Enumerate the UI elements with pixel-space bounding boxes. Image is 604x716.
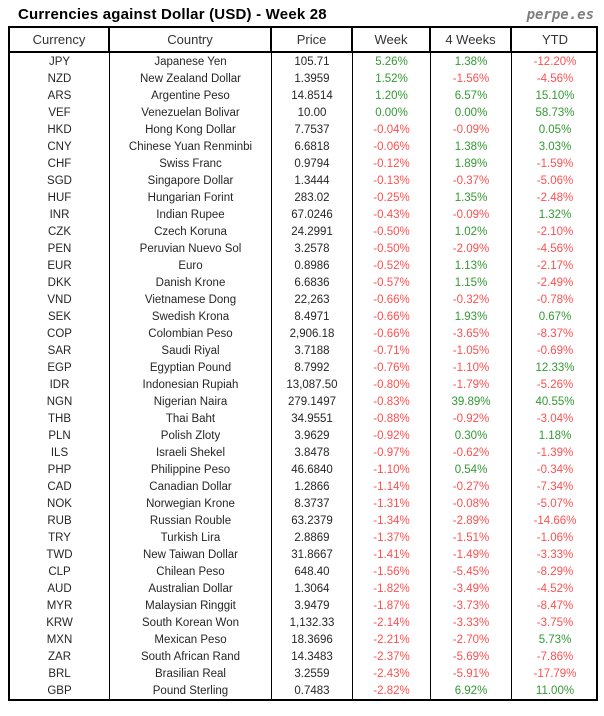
ytd-change: -1.06%: [536, 531, 574, 544]
currency-code: CAD: [10, 478, 110, 495]
ytd-change: 0.05%: [538, 123, 572, 136]
price-value: 24.2991: [272, 223, 353, 240]
price-value: 3.2559: [272, 665, 353, 682]
country-name: New Zealand Dollar: [110, 70, 272, 87]
week-change: -0.92%: [353, 427, 431, 444]
ytd-change: -5.07%: [536, 497, 574, 510]
table-row: [10, 257, 596, 274]
four-weeks-change: -1.79%: [431, 376, 512, 393]
four-weeks-change: -5.69%: [431, 648, 512, 665]
four-weeks-change: -0.37%: [431, 172, 512, 189]
ytd-change: -1.39%: [536, 446, 574, 459]
table-row: [10, 359, 596, 376]
ytd-change: -4.56%: [536, 242, 574, 255]
week-change: -1.14%: [353, 478, 431, 495]
country-name: Australian Dollar: [110, 580, 272, 597]
currency-code: BRL: [10, 665, 110, 682]
table-row: [10, 223, 596, 240]
four-weeks-change: 0.54%: [431, 461, 512, 478]
column-header-ytd-change: YTD: [542, 32, 568, 47]
currency-code: EGP: [10, 359, 110, 376]
currency-code: PHP: [10, 461, 110, 478]
ytd-change: -1.59%: [536, 157, 574, 170]
currency-code: SEK: [10, 308, 110, 325]
four-weeks-change: -0.09%: [431, 206, 512, 223]
four-weeks-change: -2.70%: [431, 631, 512, 648]
currency-code: THB: [10, 410, 110, 427]
country-name: Nigerian Naira: [110, 393, 272, 410]
table-row: [10, 53, 596, 70]
ytd-change: 3.03%: [538, 140, 572, 153]
price-value: 1.3064: [272, 580, 353, 597]
week-change: -1.37%: [353, 529, 431, 546]
country-name: Venezuelan Bolivar: [110, 104, 272, 121]
table-row: [10, 240, 596, 257]
ytd-change: 1.18%: [538, 429, 572, 442]
ytd-change: -3.75%: [536, 616, 574, 629]
ytd-change: -5.26%: [536, 378, 574, 391]
week-change: -0.88%: [353, 410, 431, 427]
week-change: -1.10%: [353, 461, 431, 478]
price-value: 3.2578: [272, 240, 353, 257]
price-value: 3.9479: [272, 597, 353, 614]
week-change: -0.66%: [353, 325, 431, 342]
table-row: [10, 325, 596, 342]
table-row: [10, 70, 596, 87]
four-weeks-change: -0.32%: [431, 291, 512, 308]
currency-code: PLN: [10, 427, 110, 444]
table-row: [10, 597, 596, 614]
table-row: [10, 614, 596, 631]
country-name: Indian Rupee: [110, 206, 272, 223]
country-name: Saudi Riyal: [110, 342, 272, 359]
ytd-change: -14.66%: [533, 514, 577, 527]
four-weeks-change: 0.30%: [431, 427, 512, 444]
table-row: [10, 495, 596, 512]
country-name: Chilean Peso: [110, 563, 272, 580]
ytd-change: -17.79%: [533, 667, 577, 680]
ytd-change: -2.49%: [536, 276, 574, 289]
table-row: [10, 631, 596, 648]
four-weeks-change: 1.35%: [431, 189, 512, 206]
week-change: -1.87%: [353, 597, 431, 614]
price-value: 0.7483: [272, 682, 353, 699]
page-title: Currencies against Dollar (USD) - Week 28: [18, 6, 327, 23]
week-change: -2.14%: [353, 614, 431, 631]
currency-code: CHF: [10, 155, 110, 172]
column-header-week-change: Week: [353, 28, 431, 51]
country-name: Swiss Franc: [110, 155, 272, 172]
four-weeks-change: 1.93%: [431, 308, 512, 325]
country-name: New Taiwan Dollar: [110, 546, 272, 563]
price-value: 14.3483: [272, 648, 353, 665]
price-value: 6.6818: [272, 138, 353, 155]
country-name: Turkish Lira: [110, 529, 272, 546]
week-change: -0.12%: [353, 155, 431, 172]
price-value: 10.00: [272, 104, 353, 121]
week-change: -2.82%: [353, 682, 431, 699]
week-change: -0.66%: [353, 291, 431, 308]
price-value: 0.8986: [272, 257, 353, 274]
week-change: -1.34%: [353, 512, 431, 529]
four-weeks-change: -1.05%: [431, 342, 512, 359]
ytd-change: -3.33%: [536, 548, 574, 561]
currency-code: TRY: [10, 529, 110, 546]
currency-code: MXN: [10, 631, 110, 648]
price-value: 648.40: [272, 563, 353, 580]
week-change: -2.21%: [353, 631, 431, 648]
table-row: [10, 444, 596, 461]
currency-code: HUF: [10, 189, 110, 206]
four-weeks-change: -5.45%: [431, 563, 512, 580]
four-weeks-change: 1.38%: [431, 53, 512, 70]
table-row: [10, 512, 596, 529]
week-change: -0.83%: [353, 393, 431, 410]
table-row: [10, 274, 596, 291]
country-name: Czech Koruna: [110, 223, 272, 240]
ytd-change: -5.06%: [536, 174, 574, 187]
currencies-table: [8, 26, 598, 701]
table-row: [10, 461, 596, 478]
week-change: -0.06%: [353, 138, 431, 155]
currency-code: NOK: [10, 495, 110, 512]
table-row: [10, 427, 596, 444]
price-value: 34.9551: [272, 410, 353, 427]
price-value: 1.3959: [272, 70, 353, 87]
four-weeks-change: -0.92%: [431, 410, 512, 427]
four-weeks-change: 1.13%: [431, 257, 512, 274]
table-row: [10, 121, 596, 138]
table-row: [10, 563, 596, 580]
week-change: -1.56%: [353, 563, 431, 580]
currency-code: INR: [10, 206, 110, 223]
price-value: 279.1497: [272, 393, 353, 410]
table-row: [10, 546, 596, 563]
column-header-four-weeks-change: 4 Weeks: [431, 28, 512, 51]
column-header-currency-code: Currency: [10, 28, 110, 51]
four-weeks-change: 1.02%: [431, 223, 512, 240]
four-weeks-change: -3.33%: [431, 614, 512, 631]
ytd-change: 1.32%: [538, 208, 572, 221]
table-row: [10, 87, 596, 104]
country-name: Swedish Krona: [110, 308, 272, 325]
table-row: [10, 682, 596, 699]
table-row: [10, 580, 596, 597]
country-name: Chinese Yuan Renminbi: [110, 138, 272, 155]
site-logo[interactable]: perpe.es: [526, 7, 594, 23]
country-name: Argentine Peso: [110, 87, 272, 104]
column-header-price-value: Price: [272, 28, 353, 51]
week-change: -0.97%: [353, 444, 431, 461]
four-weeks-change: -3.73%: [431, 597, 512, 614]
four-weeks-change: -1.10%: [431, 359, 512, 376]
price-value: 2,906.18: [272, 325, 353, 342]
week-change: -0.50%: [353, 223, 431, 240]
price-value: 1.3444: [272, 172, 353, 189]
currency-code: DKK: [10, 274, 110, 291]
table-row: [10, 206, 596, 223]
table-row: [10, 291, 596, 308]
country-name: Danish Krone: [110, 274, 272, 291]
price-value: 46.6840: [272, 461, 353, 478]
week-change: -1.41%: [353, 546, 431, 563]
ytd-change: 58.73%: [535, 106, 575, 119]
week-change: -0.76%: [353, 359, 431, 376]
ytd-change: 11.00%: [535, 684, 575, 697]
currency-code: HKD: [10, 121, 110, 138]
country-name: South Korean Won: [110, 614, 272, 631]
currency-code: TWD: [10, 546, 110, 563]
price-value: 6.6836: [272, 274, 353, 291]
price-value: 3.8478: [272, 444, 353, 461]
price-value: 1,132.33: [272, 614, 353, 631]
four-weeks-change: 1.15%: [431, 274, 512, 291]
currency-code: NGN: [10, 393, 110, 410]
week-change: 5.26%: [353, 53, 431, 70]
country-name: Euro: [110, 257, 272, 274]
ytd-change: 12.33%: [535, 361, 575, 374]
ytd-change: 0.67%: [538, 310, 572, 323]
ytd-change: 40.55%: [535, 395, 575, 408]
week-change: -1.82%: [353, 580, 431, 597]
four-weeks-change: -3.49%: [431, 580, 512, 597]
four-weeks-change: -1.49%: [431, 546, 512, 563]
country-name: South African Rand: [110, 648, 272, 665]
table-row: [10, 478, 596, 495]
country-name: Thai Baht: [110, 410, 272, 427]
ytd-change: -4.52%: [536, 582, 574, 595]
week-change: 0.00%: [353, 104, 431, 121]
table-body: [10, 53, 596, 699]
currency-code: RUB: [10, 512, 110, 529]
country-name: Philippine Peso: [110, 461, 272, 478]
currency-code: IDR: [10, 376, 110, 393]
price-value: 0.9794: [272, 155, 353, 172]
table-row: [10, 172, 596, 189]
table-row: [10, 648, 596, 665]
week-change: -2.43%: [353, 665, 431, 682]
week-change: 1.20%: [353, 87, 431, 104]
currency-code: CNY: [10, 138, 110, 155]
table-row: [10, 104, 596, 121]
currency-code: EUR: [10, 257, 110, 274]
currency-code: CLP: [10, 563, 110, 580]
table-row: [10, 410, 596, 427]
price-value: 8.3737: [272, 495, 353, 512]
country-name: Norwegian Krone: [110, 495, 272, 512]
ytd-change: 5.73%: [538, 633, 572, 646]
ytd-change: -2.10%: [536, 225, 574, 238]
currency-code: ARS: [10, 87, 110, 104]
price-value: 1.2866: [272, 478, 353, 495]
ytd-change: -0.78%: [536, 293, 574, 306]
currency-code: VEF: [10, 104, 110, 121]
price-value: 3.9629: [272, 427, 353, 444]
ytd-change: -7.86%: [536, 650, 574, 663]
price-value: 283.02: [272, 189, 353, 206]
currency-code: MYR: [10, 597, 110, 614]
week-change: -0.50%: [353, 240, 431, 257]
four-weeks-change: 6.57%: [431, 87, 512, 104]
table-row: [10, 155, 596, 172]
country-name: Colombian Peso: [110, 325, 272, 342]
price-value: 18.3696: [272, 631, 353, 648]
currency-code: VND: [10, 291, 110, 308]
four-weeks-change: -1.56%: [431, 70, 512, 87]
four-weeks-change: -0.27%: [431, 478, 512, 495]
currency-code: JPY: [10, 53, 110, 70]
ytd-change: -8.37%: [536, 327, 574, 340]
ytd-change: 15.10%: [535, 89, 575, 102]
price-value: 2.8869: [272, 529, 353, 546]
price-value: 8.7992: [272, 359, 353, 376]
currency-code: SAR: [10, 342, 110, 359]
country-name: Russian Rouble: [110, 512, 272, 529]
table-row: [10, 665, 596, 682]
ytd-change: -3.04%: [536, 412, 574, 425]
week-change: -0.80%: [353, 376, 431, 393]
price-value: 63.2379: [272, 512, 353, 529]
table-row: [10, 529, 596, 546]
four-weeks-change: 6.92%: [431, 682, 512, 699]
price-value: 3.7188: [272, 342, 353, 359]
price-value: 22,263: [272, 291, 353, 308]
price-value: 31.8667: [272, 546, 353, 563]
week-change: -2.37%: [353, 648, 431, 665]
ytd-change: -2.17%: [536, 259, 574, 272]
week-change: -1.31%: [353, 495, 431, 512]
currency-code: CZK: [10, 223, 110, 240]
country-name: Japanese Yen: [110, 53, 272, 70]
four-weeks-change: 1.89%: [431, 155, 512, 172]
table-row: [10, 376, 596, 393]
country-name: Canadian Dollar: [110, 478, 272, 495]
four-weeks-change: -2.09%: [431, 240, 512, 257]
country-name: Indonesian Rupiah: [110, 376, 272, 393]
ytd-change: -4.56%: [536, 72, 574, 85]
table-header-row: [10, 28, 596, 53]
four-weeks-change: -3.65%: [431, 325, 512, 342]
ytd-change: -7.34%: [536, 480, 574, 493]
week-change: -0.43%: [353, 206, 431, 223]
currency-code: COP: [10, 325, 110, 342]
country-name: Hungarian Forint: [110, 189, 272, 206]
currency-code: NZD: [10, 70, 110, 87]
country-name: Peruvian Nuevo Sol: [110, 240, 272, 257]
ytd-change: -8.29%: [536, 565, 574, 578]
currency-code: SGD: [10, 172, 110, 189]
price-value: 13,087.50: [272, 376, 353, 393]
week-change: -0.04%: [353, 121, 431, 138]
four-weeks-change: 39.89%: [431, 393, 512, 410]
country-name: Israeli Shekel: [110, 444, 272, 461]
currency-code: ILS: [10, 444, 110, 461]
country-name: Polish Zloty: [110, 427, 272, 444]
four-weeks-change: -1.51%: [431, 529, 512, 546]
currency-code: GBP: [10, 682, 110, 699]
four-weeks-change: -5.91%: [431, 665, 512, 682]
four-weeks-change: -2.89%: [431, 512, 512, 529]
currency-code: ZAR: [10, 648, 110, 665]
price-value: 105.71: [272, 53, 353, 70]
price-value: 67.0246: [272, 206, 353, 223]
country-name: Brasilian Real: [110, 665, 272, 682]
week-change: 1.52%: [353, 70, 431, 87]
ytd-change: -0.34%: [536, 463, 574, 476]
ytd-change: -8.47%: [536, 599, 574, 612]
table-row: [10, 308, 596, 325]
currency-code: AUD: [10, 580, 110, 597]
table-row: [10, 138, 596, 155]
week-change: -0.13%: [353, 172, 431, 189]
week-change: -0.52%: [353, 257, 431, 274]
week-change: -0.66%: [353, 308, 431, 325]
ytd-change: -2.48%: [536, 191, 574, 204]
country-name: Singapore Dollar: [110, 172, 272, 189]
four-weeks-change: 1.38%: [431, 138, 512, 155]
column-header-country-name: Country: [110, 28, 272, 51]
table-row: [10, 393, 596, 410]
four-weeks-change: 0.00%: [431, 104, 512, 121]
price-value: 7.7537: [272, 121, 353, 138]
country-name: Vietnamese Dong: [110, 291, 272, 308]
currency-code: PEN: [10, 240, 110, 257]
country-name: Mexican Peso: [110, 631, 272, 648]
ytd-change: -12.20%: [533, 55, 577, 68]
four-weeks-change: -0.62%: [431, 444, 512, 461]
four-weeks-change: -0.09%: [431, 121, 512, 138]
title-bar: [0, 0, 604, 26]
country-name: Hong Kong Dollar: [110, 121, 272, 138]
price-value: 8.4971: [272, 308, 353, 325]
week-change: -0.71%: [353, 342, 431, 359]
table-row: [10, 342, 596, 359]
ytd-change: -0.69%: [536, 344, 574, 357]
four-weeks-change: -0.08%: [431, 495, 512, 512]
week-change: -0.57%: [353, 274, 431, 291]
country-name: Malaysian Ringgit: [110, 597, 272, 614]
week-change: -0.25%: [353, 189, 431, 206]
table-row: [10, 189, 596, 206]
country-name: Pound Sterling: [110, 682, 272, 699]
price-value: 14.8514: [272, 87, 353, 104]
currency-code: KRW: [10, 614, 110, 631]
country-name: Egyptian Pound: [110, 359, 272, 376]
